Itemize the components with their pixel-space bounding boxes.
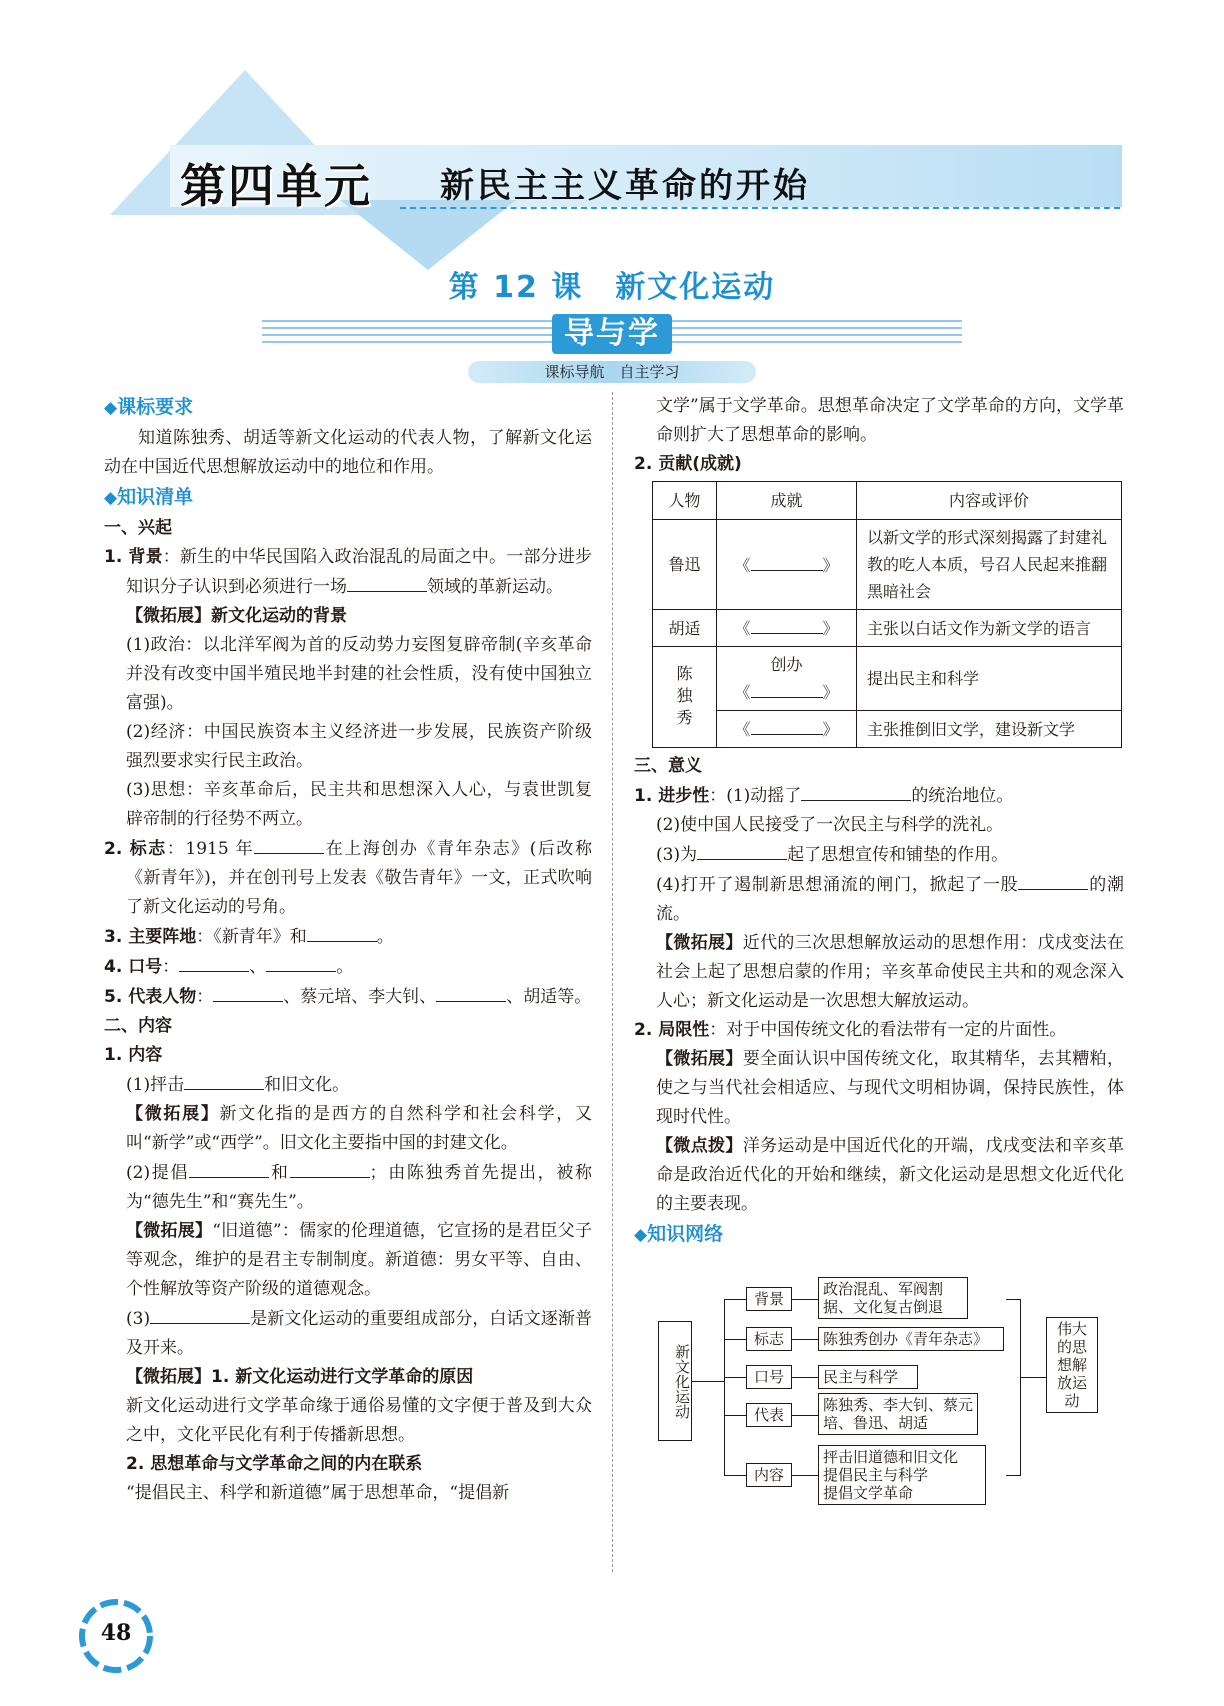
table-cell-evaluation: 主张推倒旧文学，建设新文学	[857, 711, 1122, 748]
diamond-icon: ◆	[634, 1225, 648, 1245]
decor-lines-left	[262, 320, 552, 348]
table-cell-evaluation: 主张以白话文作为新文学的语言	[857, 610, 1122, 647]
decor-lines-right	[672, 320, 962, 348]
network-detail: 陈独秀创办《青年杂志》	[818, 1327, 1004, 1351]
table-row	[653, 647, 1122, 711]
ext-background: 【微拓展】新文化运动的背景	[126, 606, 347, 626]
connector-line	[724, 1339, 746, 1340]
fill-blank[interactable]	[751, 715, 823, 735]
fill-blank[interactable]	[184, 1070, 264, 1090]
ext-content-1: 【微拓展】新文化指的是西方的自然科学和社会科学，又叫“新学”或“西学”。旧文化主要指中国的封建文化。	[126, 1104, 593, 1153]
ext-content-3-title2: 2. 思想革命与文学革命之间的内在联系	[126, 1454, 423, 1474]
page-number: 48	[100, 1620, 132, 1646]
fill-blank[interactable]	[213, 982, 283, 1002]
fill-blank[interactable]	[189, 1158, 269, 1178]
content-2: (2)提倡 和 ；由陈独秀首先提出，被称为“德先生”和“赛先生”。	[104, 1158, 592, 1217]
progress-2: (2)使中国人民接受了一次民主与科学的洗礼。	[656, 815, 1004, 835]
connector-line	[792, 1475, 818, 1476]
ext-progress: 【微拓展】近代的三次思想解放运动的思想作用：戊戌变法在社会上起了思想启蒙的作用；辛亥革命使民主共和的观念深入人心；新文化运动是一次思想大解放运动。	[656, 933, 1125, 1011]
fill-blank[interactable]	[751, 678, 823, 698]
fill-blank[interactable]	[751, 551, 823, 571]
fill-blank[interactable]	[436, 982, 506, 1002]
network-detail: 民主与科学	[818, 1365, 918, 1389]
item-limitation: 2. 局限性：对于中国传统文化的看法带有一定的片面性。	[634, 1020, 1067, 1040]
ext-background-2: (2)经济：中国民族资本主义经济进一步发展，民族资产阶级强烈要求实行民主政治。	[126, 722, 592, 771]
item-slogan: 4. 口号： 、 。	[104, 952, 592, 982]
table-cell-person: 胡适	[653, 610, 717, 647]
network-branch: 背景	[746, 1287, 792, 1311]
title-underline	[400, 207, 1120, 209]
fill-blank[interactable]	[266, 952, 336, 972]
fill-blank[interactable]	[179, 952, 249, 972]
connector-line	[724, 1299, 746, 1300]
connector-line	[792, 1339, 818, 1340]
guide-subtitle: 课标导航 自主学习	[468, 361, 756, 383]
table-row	[653, 520, 1122, 610]
achievement-table	[652, 481, 1122, 748]
subsection-rise: 一、兴起	[104, 518, 172, 538]
ext-content-3-text: 新文化运动进行文学革命缘于通俗易懂的文字便于普及到大众之中，文化平民化有利于传播新思想。	[126, 1396, 592, 1445]
network-branch: 口号	[746, 1365, 792, 1389]
table-cell-achievement: 创办 《 》	[717, 647, 857, 711]
progress-3: (3)为 起了思想宣传和铺垫的作用。	[634, 840, 1124, 870]
network-detail: 政治混乱、军阀割据、文化复古倒退	[818, 1277, 968, 1319]
connector-line	[792, 1377, 818, 1378]
fill-blank[interactable]	[1018, 870, 1088, 890]
requirements-text: 知道陈独秀、胡适等新文化运动的代表人物，了解新文化运动在中国近代思想解放运动中的地位和作用。	[104, 428, 592, 477]
fill-blank[interactable]	[290, 1158, 370, 1178]
table-row	[653, 711, 1122, 748]
network-detail: 陈独秀、李大钊、蔡元培、鲁迅、胡适	[818, 1393, 978, 1435]
section-heading-network: ◆知识网络	[634, 1223, 724, 1245]
connector-line	[1006, 1475, 1020, 1476]
unit-title: 第四单元	[180, 159, 372, 213]
connector-line	[724, 1299, 725, 1475]
network-result: 伟大的思想解放运动	[1046, 1317, 1098, 1413]
contribution-heading: 2. 贡献(成就)	[634, 454, 742, 474]
content-1: (1)抨击 和旧文化。	[104, 1070, 592, 1100]
table-header-evaluation: 内容或评价	[857, 482, 1122, 520]
connector-line	[1020, 1377, 1046, 1378]
unit-subtitle: 新民主主义革命的开始	[440, 166, 810, 206]
continued-text: 文学”属于文学革命。思想革命决定了文学革命的方向，文学革命则扩大了思想革命的影响。	[656, 396, 1124, 445]
lesson-title: 第 12 课 新文化运动	[448, 270, 776, 305]
ext-content-3: 【微拓展】1. 新文化运动进行文学革命的原因	[126, 1367, 474, 1387]
connector-line	[692, 1381, 724, 1382]
network-detail: 抨击旧道德和旧文化 提倡民主与科学 提倡文学革命	[818, 1445, 986, 1505]
item-progress: 1. 进步性：(1)动摇了 的统治地位。	[634, 781, 1124, 811]
table-cell-person: 陈独秀	[653, 647, 717, 748]
progress-4: (4)打开了遏制新思想涌流的闸门，掀起了一股 的潮流。	[634, 870, 1124, 929]
ext-background-1: (1)政治：以北洋军阀为首的反动势力妄图复辟帝制(辛亥革命并没有改变中国半殖民地半封建的社会性质，没有使中国独立富强)。	[126, 635, 592, 713]
network-root: 新文化运动	[658, 1321, 692, 1441]
network-branch: 代表	[746, 1403, 792, 1427]
column-divider	[612, 392, 613, 1572]
subsection-content: 二、内容	[104, 1016, 172, 1036]
guide-badge: 导与学	[552, 314, 672, 354]
diamond-icon: ◆	[104, 488, 118, 508]
fill-blank[interactable]	[307, 922, 377, 942]
connector-line	[724, 1415, 746, 1416]
table-cell-achievement: 《 》	[717, 610, 857, 647]
table-header-achievement: 成就	[717, 482, 857, 520]
table-cell-achievement: 《 》	[717, 711, 857, 748]
fill-blank[interactable]	[751, 614, 823, 634]
knowledge-network-diagram	[634, 1259, 1124, 1509]
item-mark: 2. 标志：1915 年 在上海创办《青年杂志》(后改称《新青年》)，并在创刊号上发表《敬告青年》一文，正式吹响了新文化运动的号角。	[104, 834, 592, 922]
fill-blank[interactable]	[150, 1304, 250, 1324]
table-cell-evaluation: 以新文学的形式深刻揭露了封建礼教的吃人本质，号召人民起来推翻黑暗社会	[857, 520, 1122, 610]
connector-line	[1020, 1299, 1021, 1476]
connector-line	[724, 1377, 746, 1378]
item-background: 1. 背景：新生的中华民国陷入政治混乱的局面之中。一部分进步知识分子认识到必须进行一场 领域的革新运动。	[104, 547, 592, 597]
fill-blank[interactable]	[801, 781, 911, 801]
ext-limitation: 【微拓展】要全面认识中国传统文化，取其精华，去其糟粕，使之与当代社会相适应、与现代文明相协调，保持民族性，体现时代性。	[656, 1049, 1125, 1127]
table-cell-achievement: 《 》	[717, 520, 857, 610]
connector-line	[1006, 1299, 1020, 1300]
content-3: (3) 是新文化运动的重要组成部分，白话文逐渐普及开来。	[104, 1304, 592, 1363]
connector-line	[724, 1475, 746, 1476]
ext-content-3-text2: “提倡民主、科学和新道德”属于思想革命，“提倡新	[126, 1483, 510, 1503]
fill-blank[interactable]	[347, 572, 427, 592]
left-column	[104, 392, 592, 1508]
network-branch: 标志	[746, 1327, 792, 1351]
fill-blank[interactable]	[697, 840, 787, 860]
content-heading: 1. 内容	[104, 1045, 163, 1065]
subsection-significance: 三、意义	[634, 756, 702, 776]
table-cell-evaluation: 提出民主和科学	[857, 647, 1122, 711]
item-base: 3. 主要阵地：《新青年》和 。	[104, 922, 592, 952]
fill-blank[interactable]	[254, 834, 324, 854]
table-cell-person: 鲁迅	[653, 520, 717, 610]
tip: 【微点拨】洋务运动是中国近代化的开端，戊戌变法和辛亥革命是政治近代化的开始和继续，新文化运动是思想文化近代化的主要表现。	[656, 1136, 1125, 1214]
section-heading-requirements: ◆课标要求	[104, 396, 194, 418]
item-representatives: 5. 代表人物： 、蔡元培、李大钊、 、胡适等。	[104, 982, 592, 1012]
connector-line	[792, 1415, 818, 1416]
table-row	[653, 610, 1122, 647]
section-heading-knowledge-list: ◆知识清单	[104, 486, 194, 508]
diamond-icon: ◆	[104, 398, 118, 418]
connector-line	[792, 1299, 818, 1300]
right-column	[634, 392, 1124, 1509]
ext-background-3: (3)思想：辛亥革命后，民主共和思想深入人心，与袁世凯复辟帝制的行径势不两立。	[126, 780, 592, 829]
network-branch: 内容	[746, 1463, 792, 1487]
ext-content-2: 【微拓展】“旧道德”：儒家的伦理道德，它宣扬的是君臣父子等观念，维护的是君主专制制度。新道德：男女平等、自由、个性解放等资产阶级的道德观念。	[126, 1221, 593, 1299]
table-header-person: 人物	[653, 482, 717, 520]
